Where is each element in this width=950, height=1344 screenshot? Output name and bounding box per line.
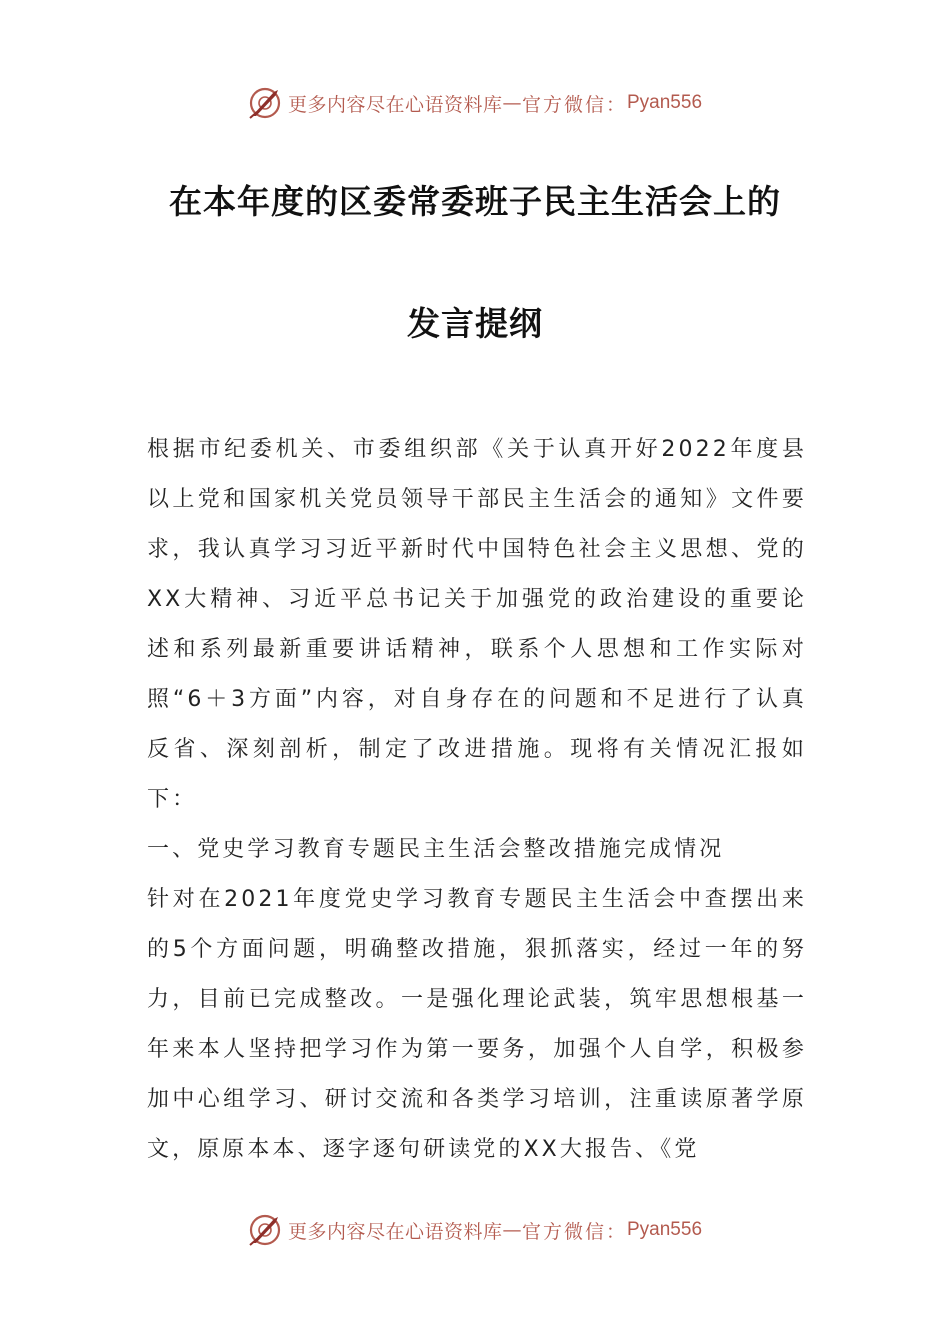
watermark-dash: — — [502, 1219, 522, 1241]
watermark-wechat-label: 官方微信： — [521, 1220, 627, 1243]
quill-logo-icon — [248, 1213, 282, 1247]
section-heading-1: 一、党史学习教育专题民主生活会整改措施完成情况 — [147, 837, 725, 862]
body-paragraph-intro: 根据市纪委机关、市委组织部《关于认真开好2022年度县以上党和国家机关党员领导干部民主生活会的通知》文件要求，我认真学习习近平新时代中国特色社会主义思想、党的XX大精神、习近平总书记关于加强党的政治建设的重要论述和系列最新重要讲话精神，联系个人思想和工作实际对照“6＋3方面”内容，对自身存在的问题和不足进行了认真反省、深刻剖析，制定了改进措施。现将有关情况汇报如下： — [147, 437, 807, 812]
document-title-line2: 发言提纲 — [407, 304, 543, 343]
body-paragraph-section1: 针对在2021年度党史学习教育专题民主生活会中查摆出来的5个方面问题，明确整改措施，狠抓落实，经过一年的努力，目前已完成整改。一是强化理论武装，筑牢思想根基一年来本人坚持把学习作为第一要务，加强个人自学，积极参加中心组学习、研讨交流和各类学习培训，注重读原著学原文，原原本本、逐字逐句研读党的XX大报告、《党 — [147, 887, 807, 1162]
watermark-wechat-id: Pyan556 — [627, 92, 703, 113]
document-body — [147, 425, 807, 1175]
watermark-wechat-id: Pyan556 — [627, 1219, 703, 1240]
watermark-wechat-label: 官方微信： — [521, 93, 627, 116]
footer-watermark — [0, 1210, 950, 1250]
document-title-line1: 在本年度的区委常委班子民主生活会上的 — [169, 182, 781, 221]
watermark-slogan: 更多内容尽在心语资料库 — [287, 1220, 503, 1243]
watermark-dash: — — [502, 92, 522, 114]
watermark-slogan: 更多内容尽在心语资料库 — [287, 93, 503, 116]
header-watermark — [0, 83, 950, 123]
quill-logo-icon — [248, 86, 282, 120]
